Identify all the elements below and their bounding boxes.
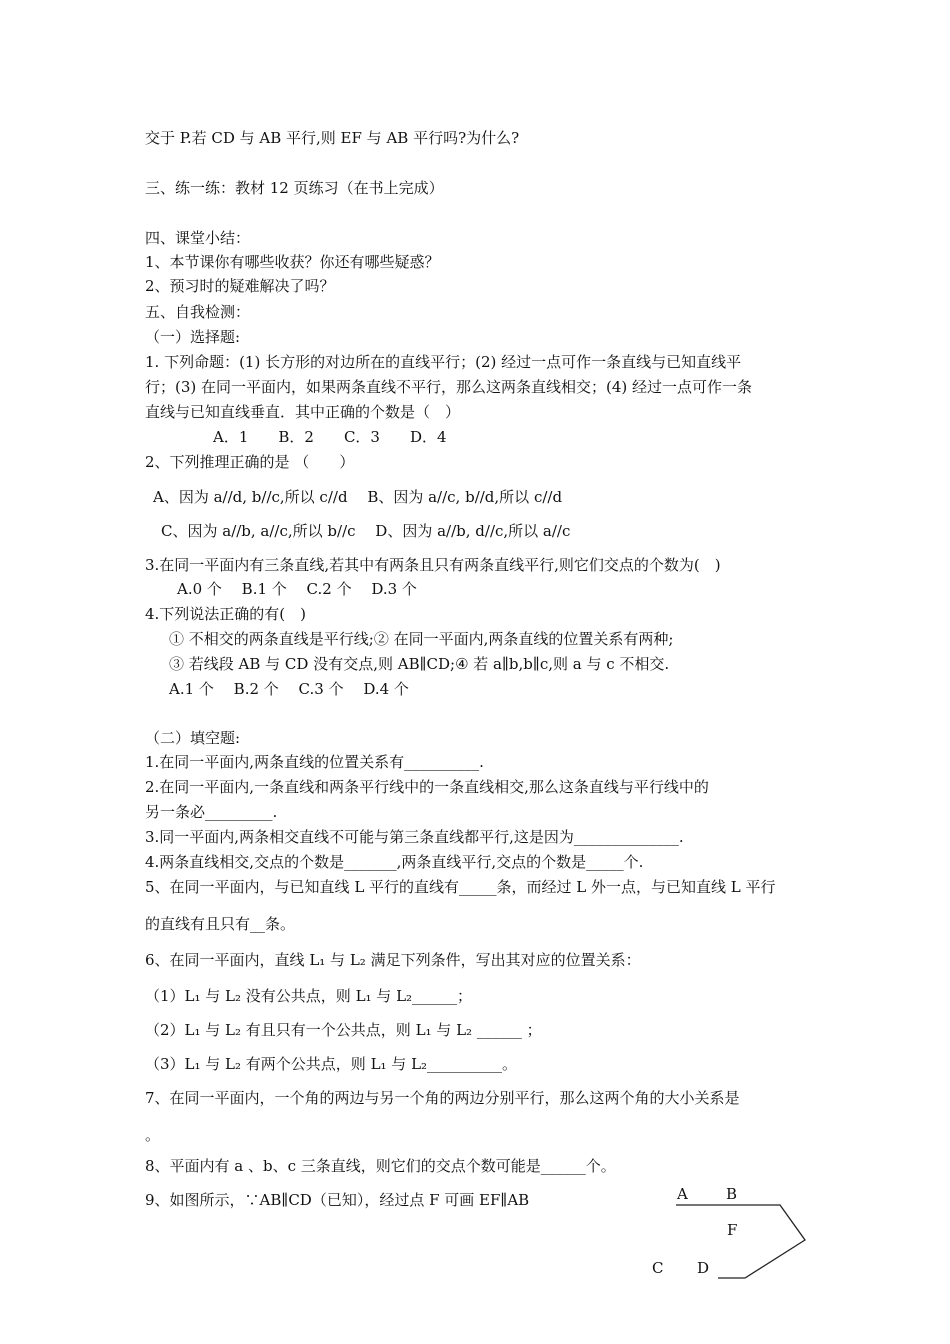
text-line: 4.下列说法正确的有( ) xyxy=(145,605,307,623)
text-line: （二）填空题: xyxy=(145,729,241,747)
text-line: 3.同一平面内,两条相交直线不可能与第三条直线都平行,这是因为______________. xyxy=(145,828,684,846)
text-line: 三、练一练：教材 12 页练习（在书上完成） xyxy=(145,179,444,197)
figure-label-a: A xyxy=(677,1185,688,1203)
text-line: A．1 B．2 C．3 D．4 xyxy=(213,428,447,446)
parallel-lines-figure xyxy=(640,1178,830,1288)
text-line: 的直线有且只有__条。 xyxy=(145,915,296,933)
text-line: A.1 个 B.2 个 C.3 个 D.4 个 xyxy=(169,680,409,698)
text-line: 直线与已知直线垂直．其中正确的个数是（ ） xyxy=(145,403,461,421)
text-line: 9、如图所示，∵AB∥CD（已知），经过点 F 可画 EF∥AB xyxy=(145,1191,530,1209)
text-line: （1）L₁ 与 L₂ 没有公共点，则 L₁ 与 L₂______； xyxy=(145,987,473,1005)
text-line: 1、本节课你有哪些收获？你还有哪些疑惑？ xyxy=(145,253,440,271)
text-line: 3.在同一平面内有三条直线,若其中有两条且只有两条直线平行,则它们交点的个数为( ) xyxy=(145,556,721,574)
text-line: 交于 P.若 CD 与 AB 平行,则 EF 与 AB 平行吗?为什么? xyxy=(145,129,520,147)
text-line: 5、在同一平面内，与已知直线 L 平行的直线有_____条，而经过 L 外一点，与已知直线 L 平行 xyxy=(145,878,776,896)
text-line: （一）选择题: xyxy=(145,328,241,346)
text-line: C、因为 a//b, a//c,所以 b//c D、因为 a//b, d//c,所以 a//c xyxy=(161,522,571,540)
text-line: 6、在同一平面内，直线 L₁ 与 L₂ 满足下列条件，写出其对应的位置关系： xyxy=(145,951,641,969)
figure-label-b: B xyxy=(726,1185,738,1203)
text-line: 7、在同一平面内，一个角的两边与另一个角的两边分别平行，那么这两个角的大小关系是 xyxy=(145,1089,740,1107)
text-line: ① 不相交的两条直线是平行线;② 在同一平面内,两条直线的位置关系有两种; xyxy=(169,630,674,648)
figure-polyline xyxy=(676,1205,805,1278)
figure-label-f: F xyxy=(727,1221,738,1239)
text-line: 2、下列推理正确的是 （ ） xyxy=(145,453,355,471)
text-line: A.0 个 B.1 个 C.2 个 D.3 个 xyxy=(177,580,417,598)
text-line: 2、预习时的疑难解决了吗？ xyxy=(145,277,335,295)
text-line: （3）L₁ 与 L₂ 有两个公共点，则 L₁ 与 L₂__________。 xyxy=(145,1055,518,1073)
text-line: 行；(3) 在同一平面内，如果两条直线不平行，那么这两条直线相交；(4) 经过一点可作一条 xyxy=(145,378,753,396)
text-line: 另一条必_________. xyxy=(145,803,278,821)
text-line: 8、平面内有 a 、b、c 三条直线，则它们的交点个数可能是______个。 xyxy=(145,1157,616,1175)
text-line: （2）L₁ 与 L₂ 有且只有一个公共点，则 L₁ 与 L₂ ______ ； xyxy=(145,1021,542,1039)
figure-label-d: D xyxy=(697,1259,710,1277)
text-line: ③ 若线段 AB 与 CD 没有交点,则 AB∥CD;④ 若 a∥b,b∥c,则 a 与 c 不相交. xyxy=(169,655,670,673)
text-line: 。 xyxy=(145,1126,161,1144)
text-line: 2.在同一平面内,一条直线和两条平行线中的一条直线相交,那么这条直线与平行线中的 xyxy=(145,778,709,796)
text-line: 1. 下列命题：(1) 长方形的对边所在的直线平行；(2) 经过一点可作一条直线与已知直线平 xyxy=(145,353,742,371)
text-line: 1.在同一平面内,两条直线的位置关系有__________. xyxy=(145,753,484,771)
text-line: 四、课堂小结： xyxy=(145,229,251,247)
figure-label-c: C xyxy=(652,1259,664,1277)
text-line: 五、自我检测： xyxy=(145,303,251,321)
text-line: 4.两条直线相交,交点的个数是_______,两条直线平行,交点的个数是_____个. xyxy=(145,853,644,871)
text-line: A、因为 a//d, b//c,所以 c//d B、因为 a//c, b//d,所以 c//d xyxy=(153,488,563,506)
